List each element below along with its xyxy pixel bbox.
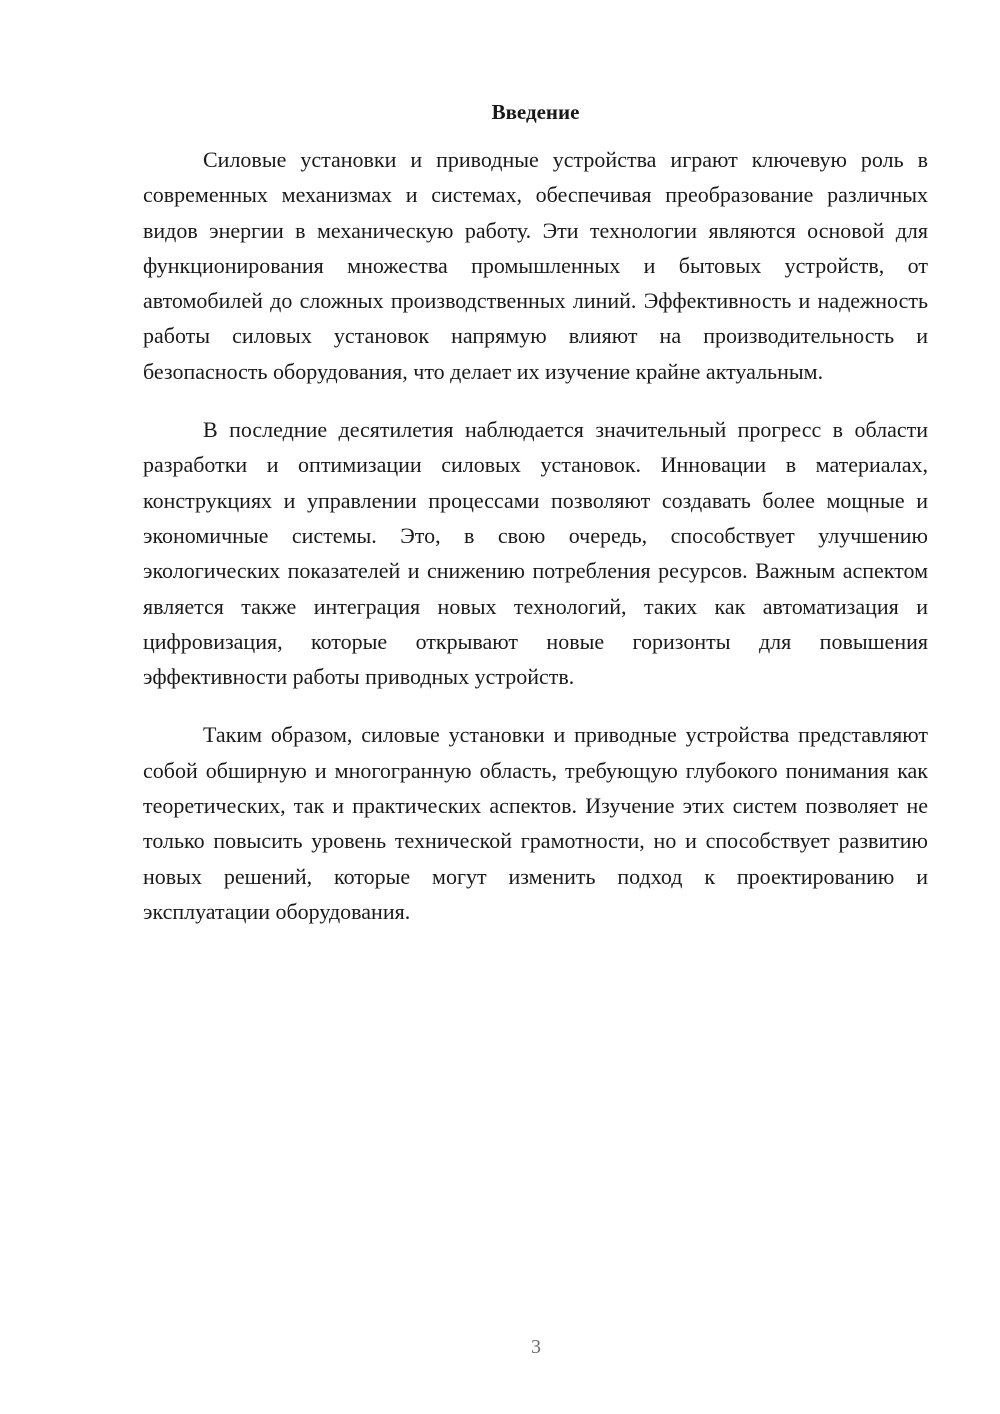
paragraph-3: Таким образом, силовые установки и приводные устройства представляют собой обширную и многогранную область, требующую глубокого понимания как теоретических, так и практических аспектов. Изучение этих систем позволяет не только повысить уровень технической грамотности, но и способствует развитию новых решений, которые могут изменить подход к проектированию и эксплуатации оборудования. bbox=[143, 722, 928, 924]
paragraph-1: Силовые установки и приводные устройства играют ключевую роль в современных механизмах и системах, обеспечивая преобразование различных видов энергии в механическую работу. Эти технологии являются основой для функционирования множества промышленных и бытовых устройств, от автомобилей до сложных производственных линий. Эффективность и надежность работы силовых установок напрямую влияют на производительность и безопасность оборудования, что делает их изучение крайне актуальным. bbox=[143, 147, 928, 384]
section-heading: Введение bbox=[491, 100, 580, 124]
body-text bbox=[143, 142, 928, 952]
page-number: 3 bbox=[531, 1336, 541, 1358]
paragraph-2: В последние десятилетия наблюдается значительный прогресс в области разработки и оптимизации силовых установок. Инновации в материалах, конструкциях и управлении процессами позволяют создавать более мощные и экономичные системы. Это, в свою очередь, способствует улучшению экологических показателей и снижению потребления ресурсов. Важным аспектом является также интеграция новых технологий, таких как автоматизация и цифровизация, которые открывают новые горизонты для повышения эффективности работы приводных устройств. bbox=[143, 417, 928, 690]
